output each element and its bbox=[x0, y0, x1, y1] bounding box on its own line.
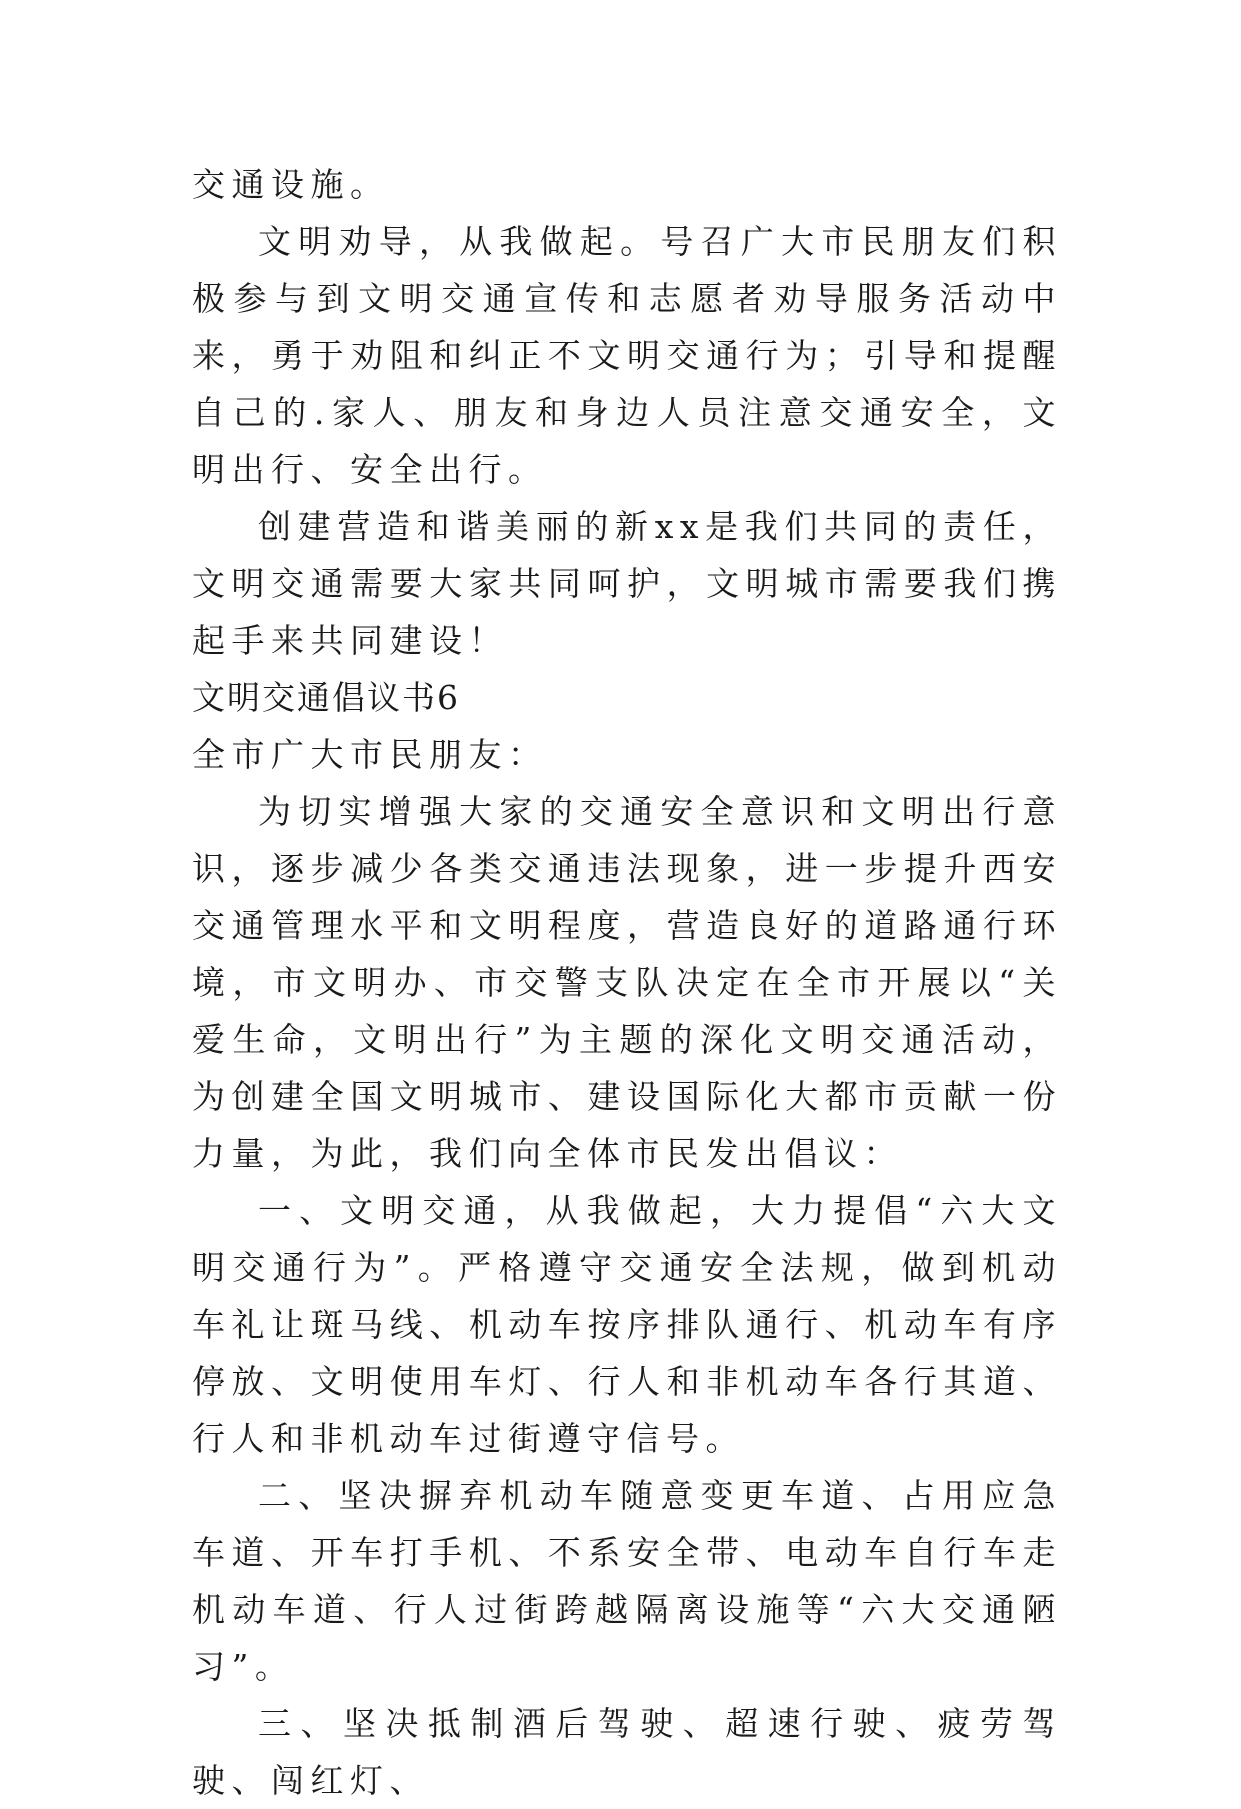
paragraph-item-one: 一、文明交通，从我做起，大力提倡“六大文明交通行为”。严格遵守交通安全法规，做到机动车礼让斑马线、机动车按序排队通行、机动车有序停放、文明使用车灯、行人和非机动车各行其道、行人和非机动车过街遵守信号。 bbox=[192, 1191, 1062, 1458]
section-title: 文明交通倡议书6 bbox=[192, 678, 460, 717]
document-body bbox=[192, 156, 1062, 1809]
paragraph-item-two: 二、坚决摒弃机动车随意变更车道、占用应急车道、开车打手机、不系安全带、电动车自行车走机动车道、行人过街跨越隔离设施等“六大交通陋习”。 bbox=[192, 1476, 1062, 1686]
paragraph-introduction: 为切实增强大家的交通安全意识和文明出行意识，逐步减少各类交通违法现象，进一步提升西安交通管理水平和文明程度，营造良好的道路通行环境，市文明办、市交警支队决定在全市开展以“关爱生命，文明出行”为主题的深化文明交通活动，为创建全国文明城市、建设国际化大都市贡献一份力量，为此，我们向全体市民发出倡议： bbox=[192, 792, 1062, 1173]
paragraph-continuation: 交通设施。 bbox=[192, 165, 390, 204]
paragraph-shared-responsibility: 创建营造和谐美丽的新xx是我们共同的责任，文明交通需要大家共同呵护，文明城市需要我们携起手来共同建设！ bbox=[192, 507, 1062, 660]
paragraph-civility-persuasion: 文明劝导，从我做起。号召广大市民朋友们积极参与到文明交通宣传和志愿者劝导服务活动中来，勇于劝阻和纠正不文明交通行为；引导和提醒自己的.家人、朋友和身边人员注意交通安全，文明出行、安全出行。 bbox=[192, 222, 1062, 489]
paragraph-item-three: 三、坚决抵制酒后驾驶、超速行驶、疲劳驾驶、闯红灯、 bbox=[192, 1704, 1062, 1800]
salutation: 全市广大市民朋友： bbox=[192, 735, 548, 774]
